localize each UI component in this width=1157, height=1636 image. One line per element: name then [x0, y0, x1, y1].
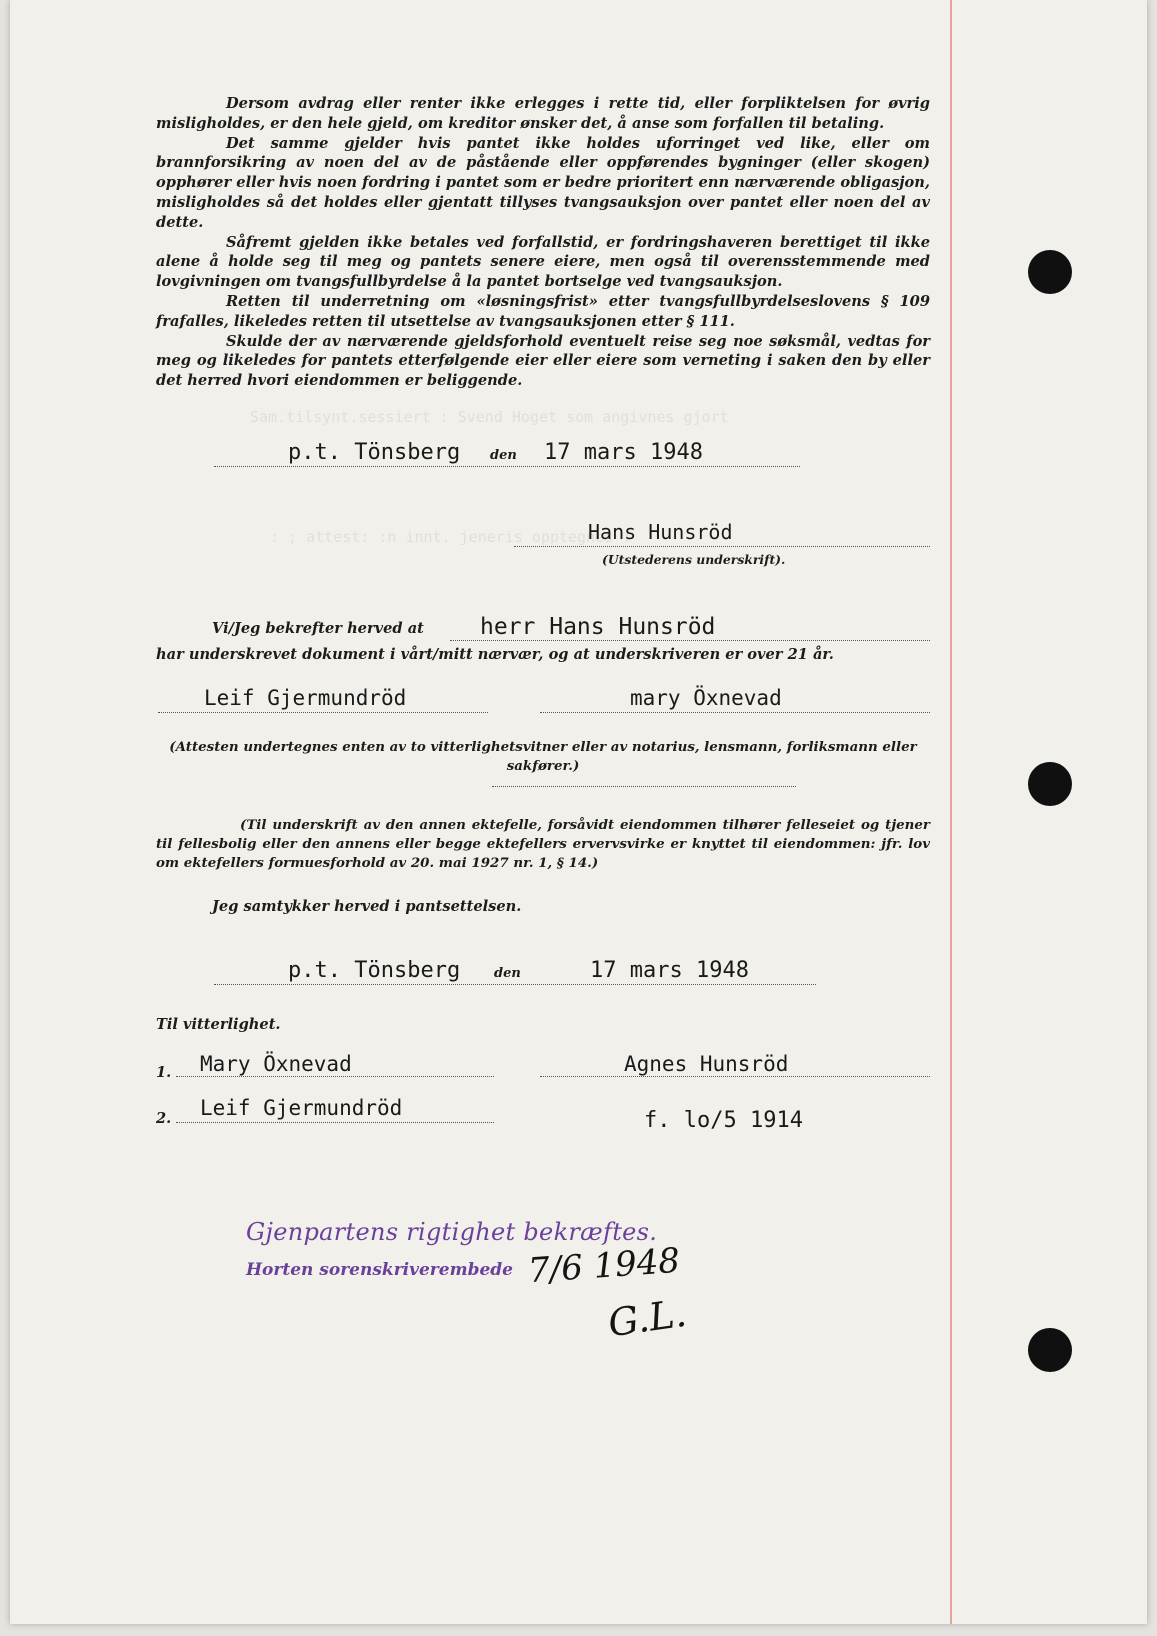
legal-paragraph: Dersom avdrag eller renter ikke erlegges i rette tid, eller forpliktelsen for øvrig misligholdes, er den hele gjeld, om kreditor ønsker det, å anse som forfallen til betaling.	[156, 95, 930, 132]
red-margin-line	[950, 0, 952, 1624]
issuer-caption: (Utstederens underskrift).	[602, 552, 786, 567]
legal-paragraph: Skulde der av nærværende gjeldsforhold eventuelt reise seg noe søksmål, vedtas for meg og likeledes for pantets etterfølgende eier eller eiere som verneting i saken den by eller det herred hvori eiendommen er beliggende.	[156, 332, 930, 390]
issue-place: p.t. Tönsberg	[288, 440, 461, 465]
spouse-date: 17 mars 1948	[590, 958, 749, 983]
attestation-statement: har underskrevet dokument i vårt/mitt nærvær, og at underskriveren er over 21 år.	[156, 646, 834, 663]
den-label: den	[490, 448, 517, 463]
punch-hole-bottom	[1028, 1328, 1072, 1372]
copy-verified-stamp: Gjenpartens rigtighet bekræftes.	[246, 1218, 658, 1246]
witness-name-1: Mary Öxnevad	[200, 1052, 352, 1076]
witness-name-1-line	[176, 1076, 494, 1077]
spouse-signature: Agnes Hunsröd	[624, 1052, 789, 1076]
punch-hole-middle	[1028, 762, 1072, 806]
attestation-note: (Attesten undertegnes enten av to vitterlighetsvitner eller av notarius, lensmann, forliksmann eller sakfører.)	[169, 739, 917, 774]
legal-paragraph: Såfremt gjelden ikke betales ved forfallstid, er fordringshaveren berettiget til ikke alene å holde seg til meg og pantets senere eiere, men også til overensstemmende med lovgivningen om tvangsfullbyrdelse å la pantet bortselge ved tvangsauksjon.	[156, 233, 930, 291]
witness-2-line	[540, 712, 930, 713]
document-page	[10, 0, 1147, 1624]
issue-date: 17 mars 1948	[544, 440, 703, 465]
attested-person-line	[450, 640, 930, 641]
issuer-name: Hans Hunsröd	[588, 520, 733, 544]
handwritten-initials: G.L.	[605, 1290, 690, 1346]
spouse-place-date-line	[214, 984, 816, 985]
legal-paragraph: Retten til underretning om «løsningsfrist» etter tvangsfullbyrdelseslovens § 109 frafalles, likeledes retten til utsettelse av tvangsauksjonen etter § 111.	[156, 292, 930, 330]
witness-number-2: 2.	[156, 1110, 172, 1127]
witness-name-2: Leif Gjermundröd	[200, 1096, 403, 1120]
spouse-birth-date: f. lo/5 1914	[644, 1108, 803, 1133]
witness-1-line	[158, 712, 488, 713]
handwritten-stamp-date: 7/6 1948	[526, 1240, 682, 1292]
attestation-witness-2: mary Öxnevad	[630, 686, 782, 710]
spouse-place: p.t. Tönsberg	[288, 958, 461, 983]
spouse-consent: Jeg samtykker herved i pantsettelsen.	[212, 898, 522, 915]
witness-number-1: 1.	[156, 1064, 172, 1081]
witness-heading: Til vitterlighet.	[156, 1016, 281, 1033]
spouse-signature-line	[540, 1076, 930, 1077]
place-date-line	[214, 466, 800, 467]
attestation-lead: Vi/Jeg bekrefter herved at	[212, 620, 424, 637]
attested-person: herr Hans Hunsröd	[480, 614, 716, 640]
punch-hole-top	[1028, 250, 1072, 294]
attestation-witness-1: Leif Gjermundröd	[204, 686, 407, 710]
spouse-note: (Til underskrift av den annen ektefelle, forsåvidt eiendommen tilhører felleseiet og tjener til fellesbolig eller den annens eller begge ektefellers ervervsvirke er knyttet til eiendommen: jfr. lov om ektefellers formuesforhold av 20. mai 1927 nr. 1, § 14.)	[156, 817, 930, 871]
issuer-signature-line	[514, 546, 930, 547]
bleed-through-text: : ; attest: :n innt. jeneris opptegnes :	[270, 528, 632, 546]
spouse-den-label: den	[494, 966, 521, 981]
legal-paragraph: Det samme gjelder hvis pantet ikke holdes uforringet ved like, eller om brannforsikring av noen del av de påstående eller oppførendes bygninger (eller skogen) opphører eller hvis noen fordring i pantet som er bedre prioritert enn nærværende obligasjon, misligholdes så det holdes eller gjentatt tillyses tvangsauksjon over pantet eller noen del av dette.	[156, 134, 930, 231]
attestation-note-rule	[492, 786, 796, 787]
witness-name-2-line	[176, 1122, 494, 1123]
legal-terms-text	[156, 94, 930, 391]
bleed-through-text: Sam.tilsynt.sessiert : Svend Hoget som angivnes gjort	[250, 408, 729, 426]
office-stamp: Horten sorenskriverembede	[246, 1260, 513, 1280]
